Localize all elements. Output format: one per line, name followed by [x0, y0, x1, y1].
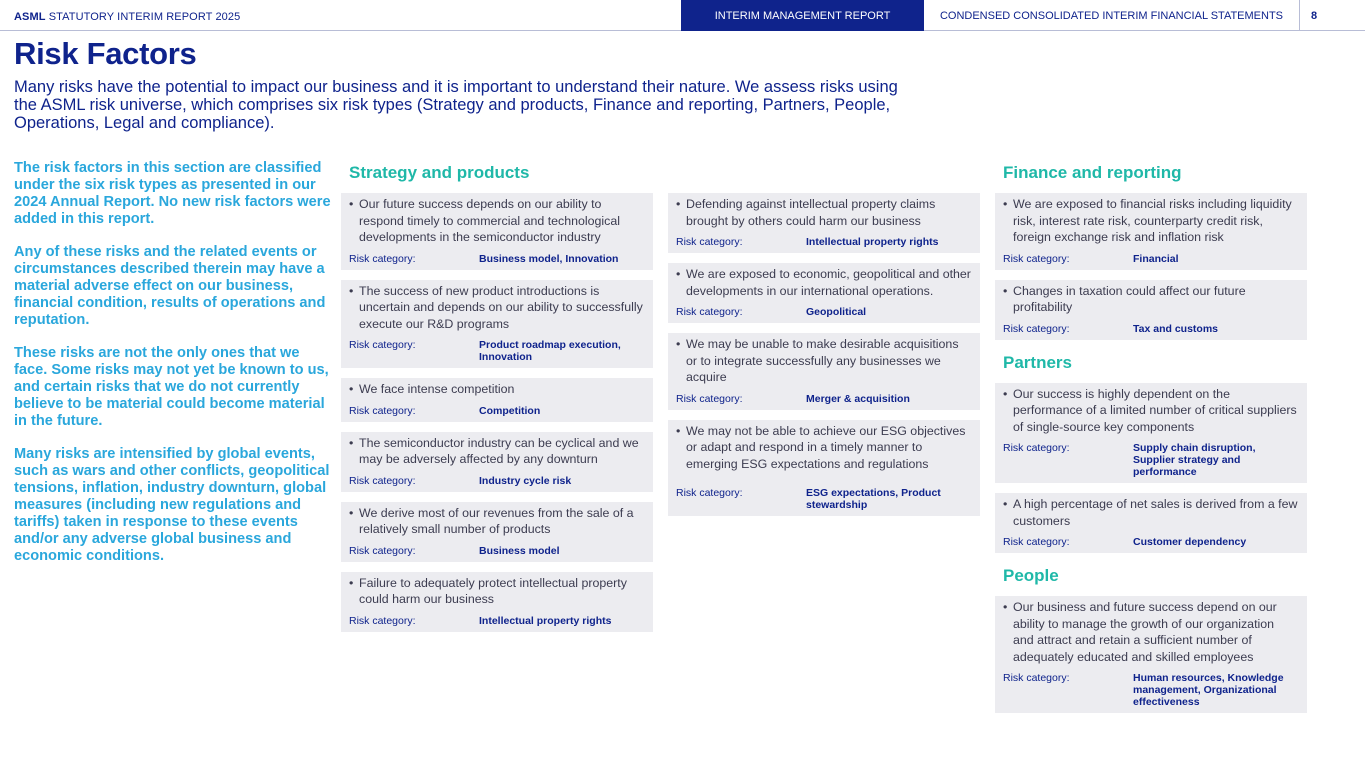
risk-category-row [349, 545, 644, 557]
risk-card [668, 263, 980, 323]
summary-paragraph: The risk factors in this section are classified under the six risk types as presented in our 2024 Annual Report. No new risk factors were added in this report. [14, 160, 331, 227]
risk-category-row [349, 339, 644, 363]
risk-category-row [349, 405, 644, 417]
risk-text: • The success of new product introductions is uncertain and depends on our ability to successfully execute our R&D programs [349, 283, 644, 333]
risk-category-row [1003, 442, 1298, 478]
risk-card [668, 420, 980, 517]
summary-paragraph: These risks are not the only ones that we face. Some risks may not yet be known to us, and certain risks that we do not currently believe to be material could become material in the future. [14, 345, 329, 429]
risk-category-row [676, 487, 971, 511]
risk-category-row [676, 306, 971, 318]
risk-category-value: Intellectual property rights [479, 614, 612, 627]
risk-category-label: Risk category: [1003, 442, 1070, 454]
strategy-column [341, 160, 653, 642]
section-title-people: People [1003, 566, 1059, 585]
risk-category-value: Human resources, Knowledge management, Organizational effectiveness [1133, 672, 1284, 708]
risk-category-row [676, 393, 971, 405]
risk-text: • Our business and future success depend on our ability to manage the growth of our organization and attract and retain a sufficient number of adequately educated and skilled employees [1003, 599, 1298, 665]
risk-category-label: Risk category: [349, 252, 416, 265]
risk-card [341, 502, 653, 562]
risk-text: • We derive most of our revenues from the sale of a relatively small number of products [349, 505, 644, 538]
risk-category-label: Risk category: [676, 306, 743, 318]
risk-category-row [1003, 672, 1298, 708]
page-title: Risk Factors [14, 36, 197, 71]
risk-text: • We are exposed to economic, geopolitical and other developments in our international operations. [676, 266, 971, 299]
spacer [676, 472, 971, 480]
risk-category-value: Geopolitical [806, 306, 867, 318]
risk-text: • The semiconductor industry can be cyclical and we may be adversely affected by any downturn [349, 435, 644, 468]
risk-category-row [349, 253, 644, 265]
risk-card [341, 280, 653, 369]
risk-category-value: Business model [479, 544, 560, 557]
risk-text: • A high percentage of net sales is derived from a few customers [1003, 496, 1298, 529]
risk-category-label: Risk category: [1003, 672, 1070, 684]
risk-card [995, 383, 1307, 484]
risk-category-value: Customer dependency [1133, 536, 1247, 548]
risk-text: • Our success is highly dependent on the performance of a limited number of critical suppliers of single-source key components [1003, 386, 1298, 436]
brand-name: ASML [14, 11, 46, 23]
risk-category-label: Risk category: [676, 236, 743, 248]
risk-category-row [1003, 323, 1298, 335]
risk-category-value: Product roadmap execution, Innovation [479, 339, 621, 363]
risk-category-value: Merger & acquisition [806, 392, 910, 405]
section-title-strategy: Strategy and products [349, 163, 530, 182]
risk-category-label: Risk category: [349, 544, 416, 557]
risk-card [668, 193, 980, 253]
risk-text: • Changes in taxation could affect our future profitability [1003, 283, 1298, 316]
risk-card [995, 596, 1307, 713]
intro-paragraph: Many risks have the potential to impact our business and it is important to understand their nature. We assess risks using the ASML risk universe, which comprises six risk types (Strategy and products, Finance and reporting, Partners, People, Operations, Legal and compliance). [14, 78, 898, 132]
top-bar [0, 0, 1365, 31]
nav-interim-management-report[interactable]: INTERIM MANAGEMENT REPORT [681, 0, 924, 31]
risk-card [668, 333, 980, 410]
risk-card [341, 193, 653, 270]
section-title-partners: Partners [1003, 352, 1072, 372]
risk-category-value: Business model, Innovation [479, 252, 619, 265]
risk-card [341, 432, 653, 492]
risk-category-row [349, 615, 644, 627]
strategy-column-continued [668, 193, 980, 526]
risk-category-value: ESG expectations, Product stewardship [806, 487, 941, 511]
risk-card [341, 378, 653, 422]
report-brand [14, 11, 240, 23]
risk-category-label: Risk category: [1003, 322, 1070, 335]
summary-paragraph: Many risks are intensified by global events, such as wars and other conflicts, geopolitical tensions, inflation, industry downturn, global measures (including new regulations and tariffs) taken in response to these events and/or any adverse global business and economic conditions. [14, 446, 330, 564]
risk-text: • Our future success depends on our ability to respond timely to commercial and technological developments in the semiconductor industry [349, 196, 644, 246]
left-summary [14, 160, 332, 581]
risk-text: • Defending against intellectual property claims brought by others could harm our business [676, 196, 971, 229]
risk-category-label: Risk category: [1003, 536, 1070, 548]
risk-category-label: Risk category: [676, 487, 743, 499]
risk-text: • We may not be able to achieve our ESG objectives or adapt and respond in a timely manner to emerging ESG expectations and regulations [676, 423, 971, 473]
risk-category-row [676, 236, 971, 248]
risk-card [995, 193, 1307, 270]
nav-financial-statements[interactable]: CONDENSED CONSOLIDATED INTERIM FINANCIAL STATEMENTS [939, 10, 1284, 22]
risk-card [995, 493, 1307, 553]
risk-category-value: Intellectual property rights [806, 236, 939, 248]
risk-text: • We may be unable to make desirable acquisitions or to integrate successfully any businesses we acquire [676, 336, 971, 386]
risk-category-label: Risk category: [676, 392, 743, 405]
finance-partners-people-column [995, 160, 1307, 723]
risk-text: • We are exposed to financial risks including liquidity risk, interest rate risk, counterparty credit risk, foreign exchange risk and inflation risk [1003, 196, 1298, 246]
report-name: STATUTORY INTERIM REPORT 2025 [45, 11, 241, 23]
risk-category-value: Industry cycle risk [479, 474, 572, 487]
page-number: 8 [1311, 10, 1318, 22]
risk-category-row [349, 475, 644, 487]
risk-category-label: Risk category: [349, 614, 416, 627]
risk-category-label: Risk category: [349, 474, 416, 487]
risk-category-value: Financial [1133, 252, 1179, 265]
risk-text: • We face intense competition [349, 381, 644, 398]
risk-card [341, 572, 653, 632]
risk-card [995, 280, 1307, 340]
risk-category-label: Risk category: [1003, 252, 1070, 265]
risk-text: • Failure to adequately protect intellectual property could harm our business [349, 575, 644, 608]
section-title-finance: Finance and reporting [1003, 163, 1182, 182]
summary-paragraph: Any of these risks and the related events or circumstances described therein may have a material adverse effect on our business, financial condition, results of operations and reputation. [14, 244, 326, 328]
risk-category-row [1003, 253, 1298, 265]
risk-category-value: Tax and customs [1133, 322, 1218, 335]
risk-category-value: Supply chain disruption, Supplier strategy and performance [1133, 442, 1256, 478]
risk-category-label: Risk category: [349, 404, 416, 417]
risk-category-value: Competition [479, 404, 541, 417]
risk-category-row [1003, 536, 1298, 548]
risk-category-label: Risk category: [349, 339, 416, 351]
